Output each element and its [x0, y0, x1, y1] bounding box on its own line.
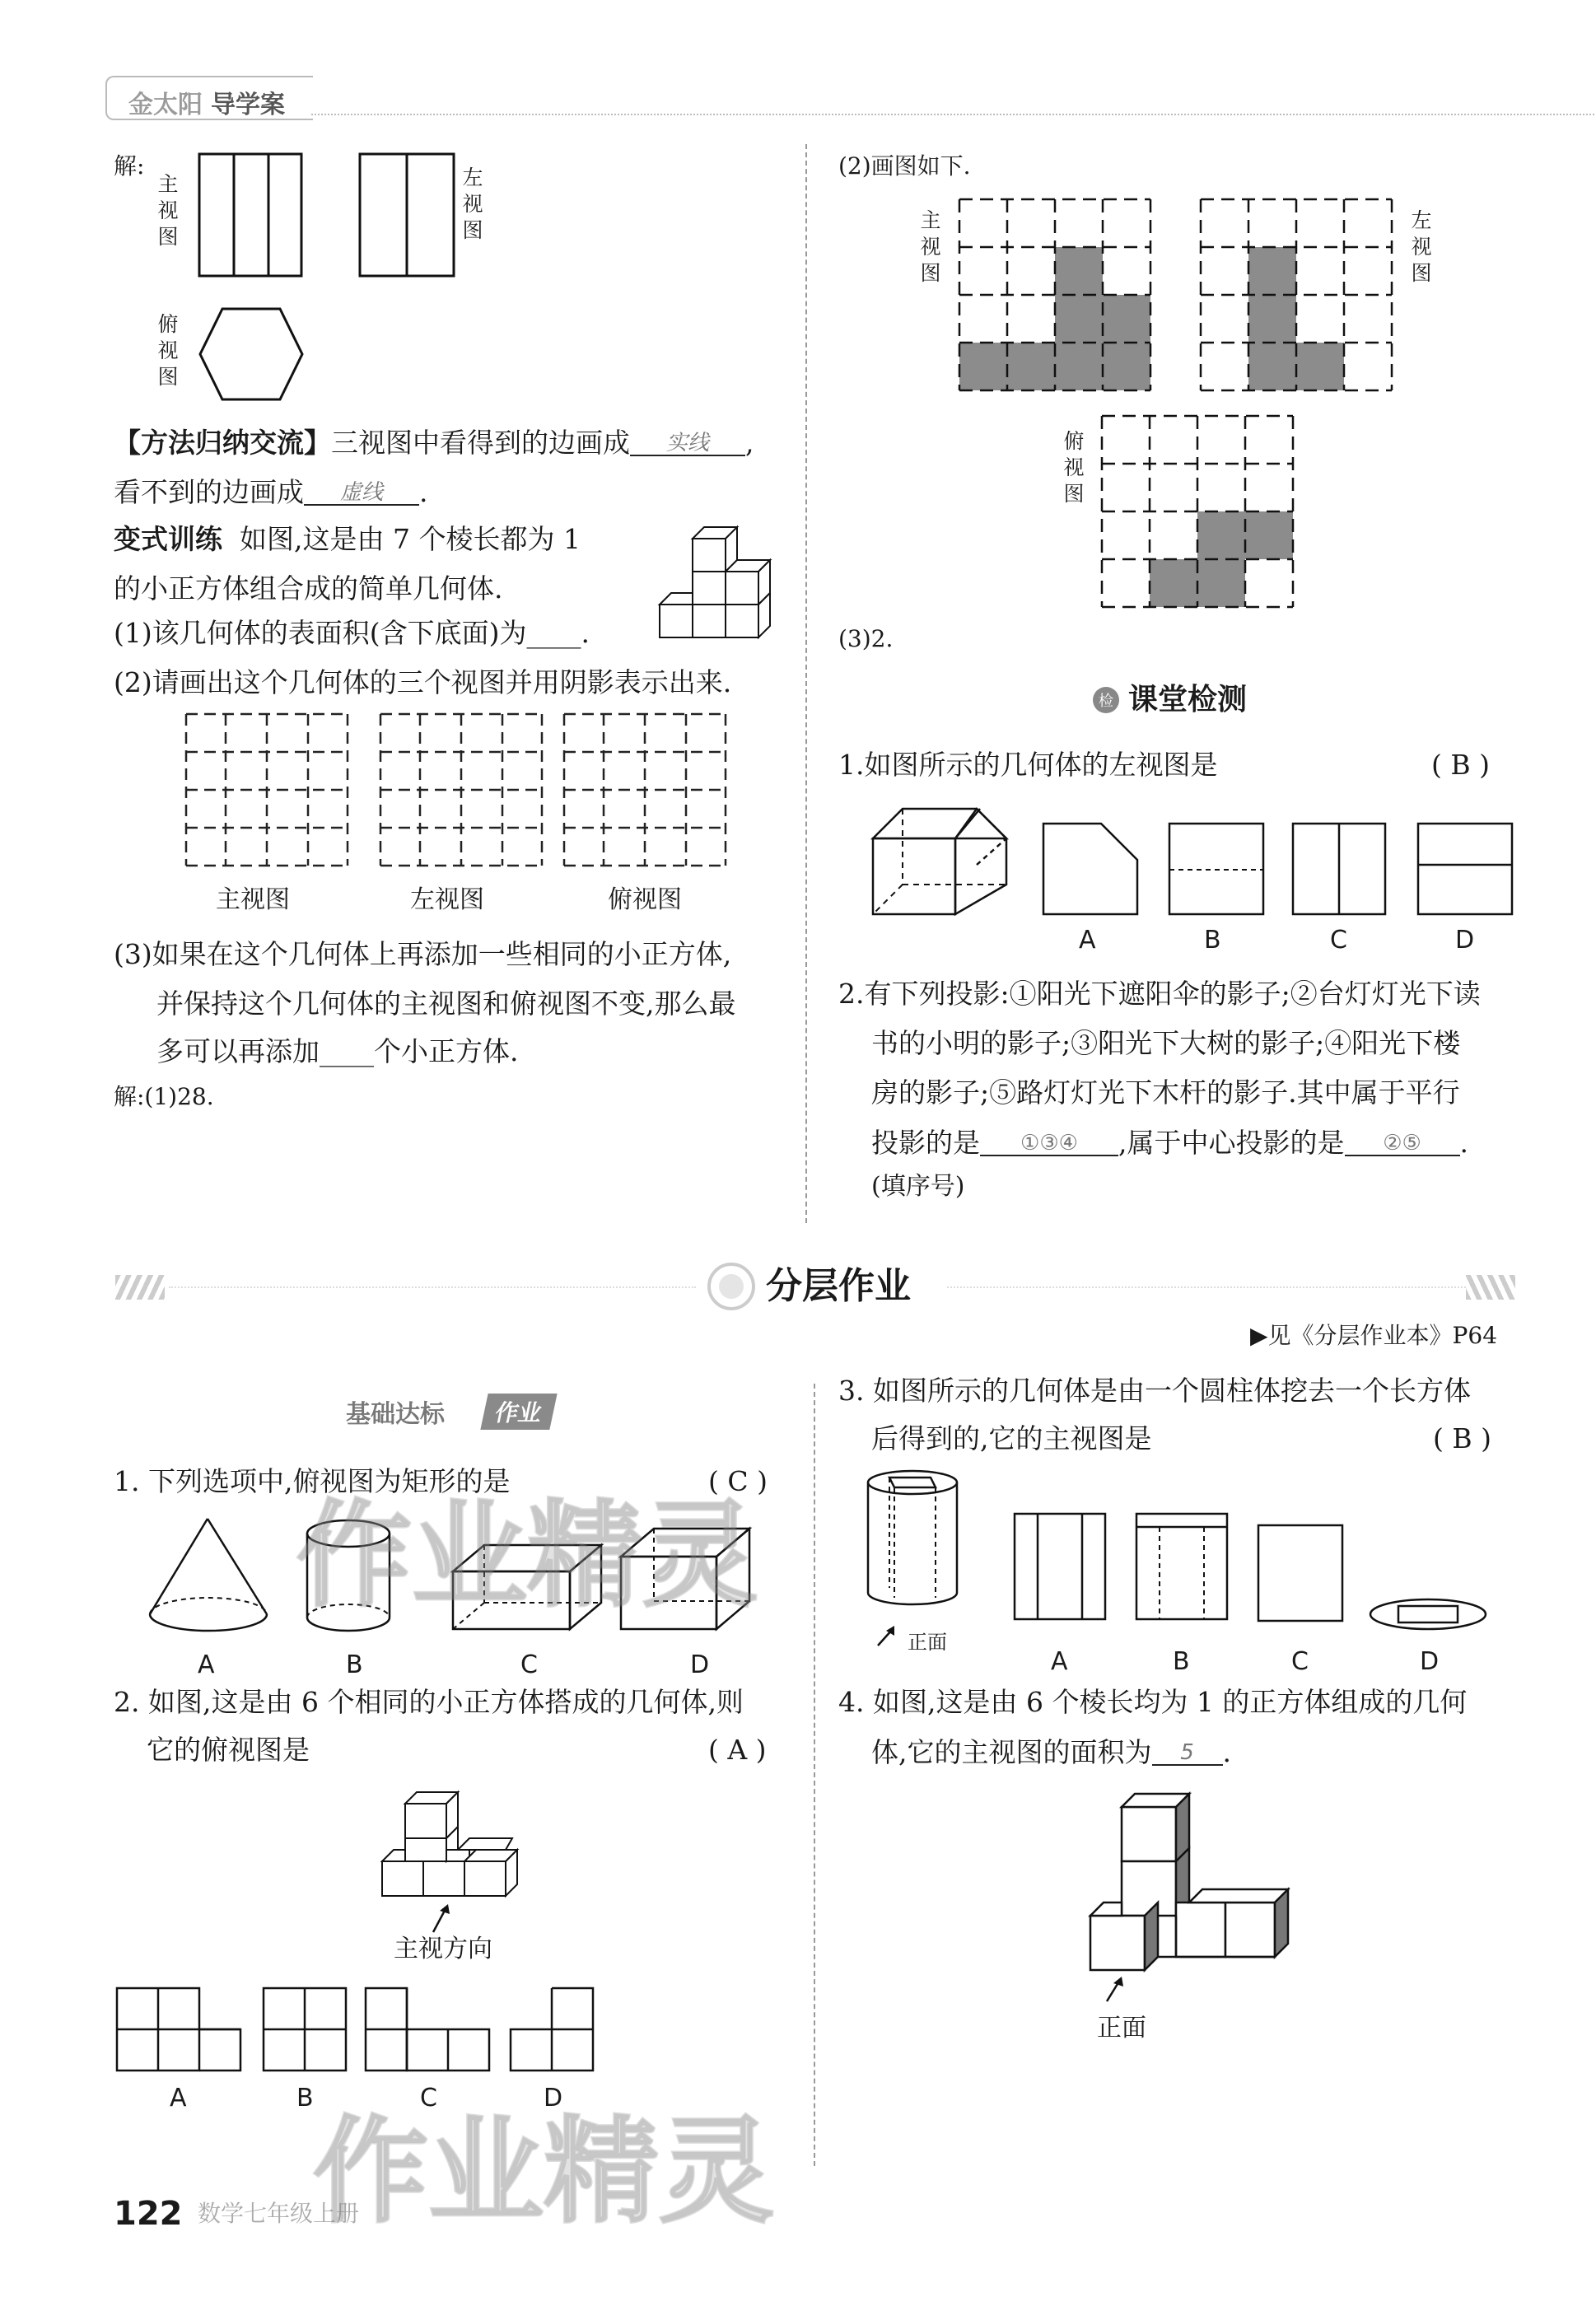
hw-q4-line-2: 体,它的主视图的面积为 5 . [871, 1736, 1231, 1768]
class-q2-line-1: 2.有下列投影:①阳光下遮阳伞的影子;②台灯灯光下读 [838, 978, 1481, 1010]
hw-q2-direction-label: 主视方向 [394, 1935, 492, 1963]
hw-q1-label-b: B [346, 1650, 363, 1679]
hw-q3-label-c: C [1291, 1647, 1309, 1676]
class-q1-option-b [1168, 822, 1267, 921]
column-divider-top [805, 144, 807, 1223]
grid-label-front: 主视图 [216, 885, 290, 914]
hw-q3-line-1: 3. 如图所示的几何体是由一个圆柱体挖去一个长方体 [838, 1375, 1471, 1407]
method-answer-2-blank [304, 476, 419, 506]
method-tag: 【方法归纳交流】 [114, 427, 331, 459]
answer-label-front: 主视图 [920, 208, 941, 285]
homework-badge-text: 基础达标 [346, 1400, 445, 1429]
hw-q3-option-a [1013, 1512, 1112, 1623]
blank-grid-front [184, 712, 349, 869]
variant-solution: 解:(1)28. [114, 1083, 214, 1110]
hw-q2-option-a [115, 1987, 247, 2077]
answer-grid-left [1201, 199, 1398, 393]
watermark-middle: 作业精灵 [296, 1489, 758, 1623]
hw-q2-option-c [364, 1987, 496, 2077]
hw-q2-option-b [262, 1987, 352, 2077]
hw-q3-front-label: 正面 [908, 1631, 947, 1654]
hw-q1-option-a-cone [147, 1515, 270, 1639]
class-q1-text: 1.如图所示的几何体的左视图是 [838, 749, 1218, 781]
banner-ref: ▶见《分层作业本》P64 [1250, 1322, 1498, 1349]
hw-q3-label-b: B [1173, 1647, 1190, 1676]
answer-label-left: 左视图 [1411, 208, 1432, 285]
hw-q4-answer-blank [1152, 1736, 1223, 1766]
class-q2-line-4a: 投影的是 [871, 1127, 980, 1159]
hw-q3-arrow [875, 1624, 899, 1649]
hw-q2-label-a: A [170, 2084, 187, 2113]
class-q2-answer-2-blank [1345, 1127, 1460, 1156]
label-front-view: 主视图 [157, 172, 179, 249]
hw-q2-arrow [428, 1902, 453, 1935]
hw-q1-text: 1. 下列选项中,俯视图为矩形的是 [114, 1465, 511, 1497]
solution-prefix: 解: [114, 152, 145, 180]
hw-q4-answer: 5 [1180, 1740, 1194, 1765]
hw-q1-answer: ( C ) [708, 1465, 768, 1497]
answer-label-top: 俯视图 [1063, 429, 1085, 506]
right-part-3: (3)2. [838, 625, 894, 652]
class-q2-line-3: 房的影子;⑤路灯灯光下木杆的影子.其中属于平行 [871, 1076, 1460, 1109]
variant-q3-line-1: (3)如果在这个几何体上再添加一些相同的小正方体, [114, 938, 732, 970]
class-q1-label-d: D [1455, 926, 1475, 955]
class-q1-answer: ( B ) [1431, 749, 1490, 781]
header-rule [311, 114, 1596, 115]
banner-right-stripe [1466, 1275, 1515, 1300]
hw-q2-line-2: 它的俯视图是 [147, 1734, 310, 1766]
variant-q1: (1)该几何体的表面积(含下底面)为____. [114, 617, 590, 649]
class-q2-answer-1-blank [980, 1127, 1118, 1156]
header-brand: 金太阳 [128, 91, 203, 119]
seven-cube-figure [646, 521, 795, 648]
header-title: 导学案 [211, 91, 285, 119]
hw-q3-option-d [1367, 1596, 1491, 1632]
variant-q3-line-3: 多可以再添加____个小正方体. [156, 1035, 519, 1067]
hw-q2-option-d [509, 1987, 600, 2077]
hw-q2-answer: ( A ) [708, 1734, 767, 1766]
method-line-1: 【方法归纳交流】三视图中看得到的边画成 实线 , [114, 427, 754, 459]
class-q2-line-4: 投影的是 ①③④ ,属于中心投影的是 ②⑤ . [871, 1127, 1468, 1159]
label-top-view: 俯视图 [157, 312, 179, 389]
hw-q3-label-d: D [1420, 1647, 1440, 1676]
method-answer-1: 实线 [665, 431, 709, 455]
svg-text:检: 检 [1099, 693, 1113, 710]
hw-q3-line-2: 后得到的,它的主视图是 [871, 1422, 1152, 1454]
variant-tag: 变式训练 [114, 523, 222, 555]
right-part-2: (2)画图如下. [838, 152, 971, 180]
variant-line-1 [114, 525, 581, 553]
method-answer-1-blank [630, 427, 745, 456]
blank-grid-top [562, 712, 727, 869]
page-number: 122 [114, 2195, 183, 2233]
answer-grid-top [1102, 416, 1300, 609]
class-q2-answer-1: ①③④ [1020, 1131, 1078, 1156]
hw-q4-line-1: 4. 如图,这是由 6 个棱长均为 1 的正方体组成的几何 [838, 1686, 1468, 1718]
hw-q2-label-b: B [296, 2084, 314, 2113]
watermark-bottom: 作业精灵 [313, 2105, 775, 2239]
hw-q3-answer: ( B ) [1433, 1422, 1491, 1454]
class-q1-option-c [1291, 822, 1390, 921]
left-view-figure [358, 152, 457, 280]
hw-q2-label-c: C [420, 2084, 437, 2113]
hw-q4-six-cube-figure [1089, 1789, 1311, 1987]
banner-left-line [169, 1286, 696, 1288]
grid-label-left: 左视图 [410, 885, 484, 914]
class-q1-option-a [1042, 822, 1141, 921]
banner-right-line [947, 1286, 1466, 1288]
hw-q4-line-2a: 体,它的主视图的面积为 [871, 1736, 1152, 1768]
class-q1-label-a: A [1079, 926, 1096, 955]
hw-q2-six-cube-figure [380, 1786, 529, 1901]
section-icon [1091, 685, 1121, 715]
variant-q3-line-2: 并保持这个几何体的主视图和俯视图不变,那么最 [156, 987, 736, 1020]
answer-grid-front [959, 199, 1157, 393]
section-title: 课堂检测 [1128, 683, 1248, 717]
hw-q3-label-a: A [1051, 1647, 1068, 1676]
hw-q3-option-b [1135, 1512, 1234, 1623]
front-view-figure [198, 152, 305, 280]
hw-q2-label-d: D [544, 2084, 563, 2113]
class-q2-line-2: 书的小明的影子;③阳光下大树的影子;④阳光下楼 [871, 1027, 1461, 1059]
variant-q2: (2)请画出这个几何体的三个视图并用阴影表示出来. [114, 666, 732, 698]
class-q1-label-b: B [1204, 926, 1221, 955]
variant-text-1: 如图,这是由 7 个棱长都为 1 [239, 523, 581, 555]
method-line-2: 看不到的边画成 虚线 . [114, 476, 428, 508]
hw-q1-label-c: C [520, 1650, 538, 1679]
hw-q1-label-a: A [198, 1650, 215, 1679]
hw-q4-arrow [1102, 1975, 1127, 2005]
header [105, 76, 1505, 117]
grid-label-top: 俯视图 [608, 885, 682, 914]
method-answer-2: 虚线 [339, 480, 383, 505]
variant-line-2: 的小正方体组合成的简单几何体. [114, 572, 503, 605]
method-text-1: 三视图中看得到的边画成 [331, 427, 630, 459]
label-left-view: 左视图 [462, 166, 483, 242]
class-q1-solid [865, 799, 1013, 943]
class-q2-line-5: (填序号) [871, 1172, 965, 1201]
homework-badge-tab: 作业 [480, 1394, 557, 1430]
class-q2-answer-2: ②⑤ [1383, 1131, 1421, 1156]
banner-icon [707, 1262, 756, 1311]
column-divider-bottom [814, 1384, 815, 2166]
top-view-hexagon [198, 306, 305, 405]
hw-q4-front-label: 正面 [1097, 2014, 1146, 2043]
banner-left-stripe [115, 1275, 165, 1300]
hw-q3-option-c [1257, 1524, 1347, 1622]
homework-badge [328, 1392, 583, 1429]
footer-subject: 数学七年级上册 [198, 2200, 360, 2227]
class-q2-line-4b: ,属于中心投影的是 [1118, 1127, 1345, 1159]
class-q1-label-c: C [1330, 926, 1347, 955]
class-q1-option-d [1416, 822, 1515, 921]
banner-title: 分层作业 [766, 1265, 911, 1307]
hw-q1-label-d: D [690, 1650, 710, 1679]
hw-q2-line-1: 2. 如图,这是由 6 个相同的小正方体搭成的几何体,则 [114, 1686, 744, 1718]
method-text-2: 看不到的边画成 [114, 476, 304, 508]
blank-grid-left [379, 712, 544, 869]
hw-q3-hollow-cylinder [865, 1468, 964, 1624]
